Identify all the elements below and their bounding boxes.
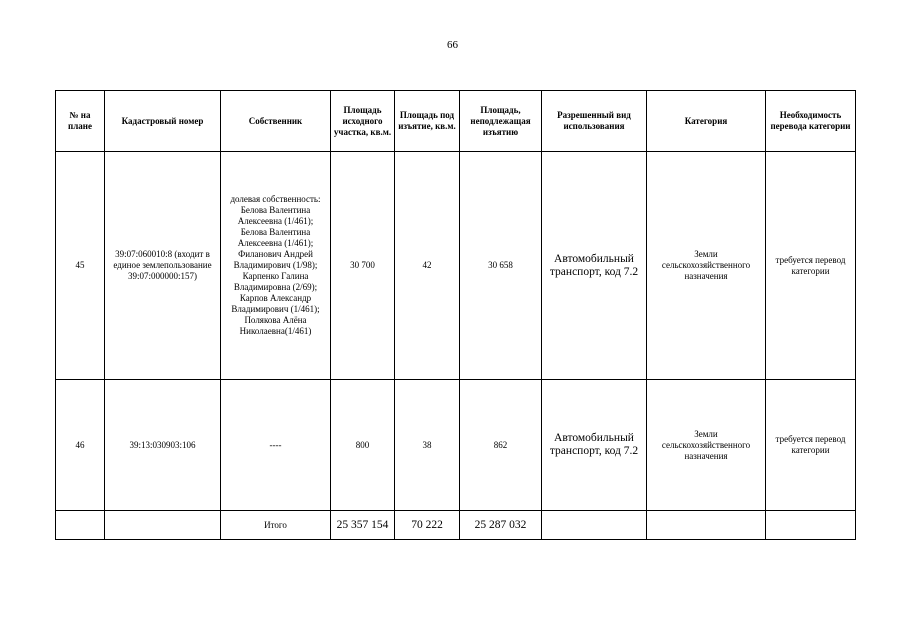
table-row bbox=[56, 152, 856, 380]
cell-area-total: 30 700 bbox=[331, 152, 395, 380]
cell-area-remaining: 30 658 bbox=[460, 152, 542, 380]
page-number: 66 bbox=[447, 39, 458, 51]
table-header-row bbox=[56, 91, 856, 152]
header-cadastral-number: Кадастровый номер bbox=[105, 91, 221, 152]
header-area-total: Площадь исходного участка, кв.м. bbox=[331, 91, 395, 152]
header-permitted-use: Разрешенный вид использования bbox=[542, 91, 647, 152]
cell-permitted-use: Автомобильный транспорт, код 7.2 bbox=[542, 380, 647, 511]
cell-empty bbox=[56, 511, 105, 540]
cell-cadastral-number: 39:07:060010:8 (входит в единое землепользование 39:07:000000:157) bbox=[105, 152, 221, 380]
cell-empty bbox=[647, 511, 766, 540]
cell-category: Земли сельскохозяйственного назначения bbox=[647, 152, 766, 380]
cell-empty bbox=[542, 511, 647, 540]
cell-owner: долевая собственность: Белова Валентина Алексеевна (1/461); Белова Валентина Алексеевна (1/461); Филанович Андрей Владимирович (1/98); Карпенко Галина Владимировна (2/69); Карпов Александр Владимирович (1/461); Полякова Алёна Николаевна(1/461) bbox=[221, 152, 331, 380]
header-owner: Собственник bbox=[221, 91, 331, 152]
cell-category: Земли сельскохозяйственного назначения bbox=[647, 380, 766, 511]
land-plots-table bbox=[55, 90, 856, 540]
cell-empty bbox=[766, 511, 856, 540]
cell-area-seized: 42 bbox=[395, 152, 460, 380]
cell-transfer-need: требуется перевод категории bbox=[766, 152, 856, 380]
cell-cadastral-number: 39:13:030903:106 bbox=[105, 380, 221, 511]
total-row bbox=[56, 511, 856, 540]
header-category: Категория bbox=[647, 91, 766, 152]
header-plan-number: № на плане bbox=[56, 91, 105, 152]
header-transfer-need: Необходимость перевода категории bbox=[766, 91, 856, 152]
cell-owner: ---- bbox=[221, 380, 331, 511]
cell-plan-number: 45 bbox=[56, 152, 105, 380]
total-area-remaining: 25 287 032 bbox=[460, 511, 542, 540]
header-area-remaining: Площадь, неподлежащая изъятию bbox=[460, 91, 542, 152]
total-area-total: 25 357 154 bbox=[331, 511, 395, 540]
table-row bbox=[56, 380, 856, 511]
cell-area-remaining: 862 bbox=[460, 380, 542, 511]
header-area-seized: Площадь под изъятие, кв.м. bbox=[395, 91, 460, 152]
cell-permitted-use: Автомобильный транспорт, код 7.2 bbox=[542, 152, 647, 380]
cell-plan-number: 46 bbox=[56, 380, 105, 511]
total-area-seized: 70 222 bbox=[395, 511, 460, 540]
cell-area-total: 800 bbox=[331, 380, 395, 511]
cell-area-seized: 38 bbox=[395, 380, 460, 511]
total-label: Итого bbox=[221, 511, 331, 540]
cell-transfer-need: требуется перевод категории bbox=[766, 380, 856, 511]
cell-empty bbox=[105, 511, 221, 540]
